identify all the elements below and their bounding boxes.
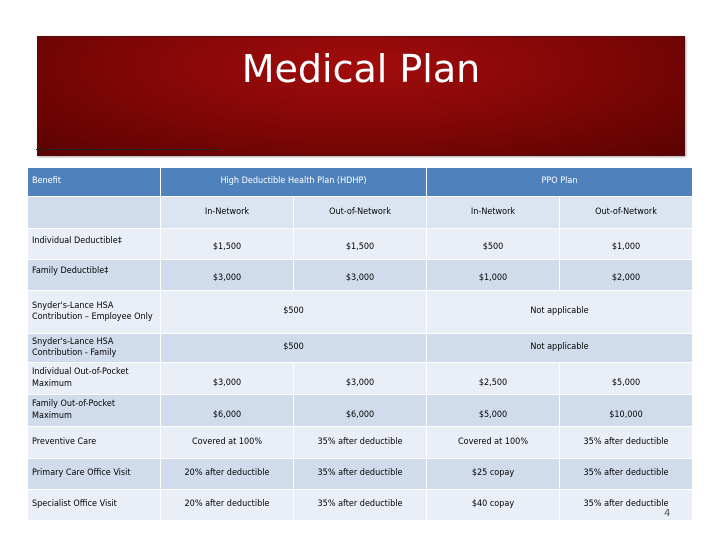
- cell-hdhp-in: $6,000: [161, 395, 294, 427]
- row-label: Specialist Office Visit: [28, 490, 161, 521]
- cell-ppo-in: $500: [427, 229, 560, 260]
- table-row: [28, 291, 693, 334]
- table-row: [28, 490, 693, 521]
- cell-hdhp-merged: $500: [161, 291, 427, 334]
- table-row: [28, 363, 693, 395]
- subheader-hdhp-in: In-Network: [161, 197, 294, 229]
- cell-hdhp-out: 35% after deductible: [294, 427, 427, 459]
- row-label: Individual Deductible‡: [28, 229, 161, 260]
- cell-ppo-in: $25 copay: [427, 459, 560, 490]
- cell-hdhp-out: $3,000: [294, 363, 427, 395]
- header-hdhp: High Deductible Health Plan (HDHP): [161, 168, 427, 197]
- subheader-ppo-in: In-Network: [427, 197, 560, 229]
- cell-hdhp-in: 20% after deductible: [161, 459, 294, 490]
- cell-ppo-merged: Not applicable: [427, 334, 693, 363]
- table-row: [28, 260, 693, 291]
- cell-ppo-out: $10,000: [560, 395, 693, 427]
- title-underline: [36, 149, 220, 150]
- page-number: 4: [664, 508, 671, 519]
- row-label: Snyder's-Lance HSA Contribution – Employee Only: [28, 291, 161, 334]
- cell-hdhp-out: $3,000: [294, 260, 427, 291]
- cell-hdhp-in: $1,500: [161, 229, 294, 260]
- cell-ppo-out: 35% after deductible: [560, 490, 693, 521]
- cell-ppo-out: 35% after deductible: [560, 459, 693, 490]
- cell-ppo-in: $2,500: [427, 363, 560, 395]
- cell-hdhp-out: 35% after deductible: [294, 459, 427, 490]
- row-label: Snyder's-Lance HSA Contribution - Family: [28, 334, 161, 363]
- table-subheader-row: [28, 197, 693, 229]
- row-label: Preventive Care: [28, 427, 161, 459]
- cell-hdhp-in: 20% after deductible: [161, 490, 294, 521]
- cell-hdhp-out: $1,500: [294, 229, 427, 260]
- cell-hdhp-out: 35% after deductible: [294, 490, 427, 521]
- slide-title: Medical Plan: [241, 47, 481, 91]
- subheader-blank: [28, 197, 161, 229]
- cell-ppo-out: $1,000: [560, 229, 693, 260]
- header-ppo: PPO Plan: [427, 168, 693, 197]
- table-row: [28, 334, 693, 363]
- cell-hdhp-in: Covered at 100%: [161, 427, 294, 459]
- cell-ppo-in: Covered at 100%: [427, 427, 560, 459]
- table-header-row: [28, 168, 693, 197]
- cell-hdhp-merged: $500: [161, 334, 427, 363]
- cell-ppo-out: $5,000: [560, 363, 693, 395]
- row-label: Individual Out-of-Pocket Maximum: [28, 363, 161, 395]
- cell-ppo-in: $40 copay: [427, 490, 560, 521]
- cell-hdhp-out: $6,000: [294, 395, 427, 427]
- subheader-hdhp-out: Out-of-Network: [294, 197, 427, 229]
- row-label: Primary Care Office Visit: [28, 459, 161, 490]
- title-banner: [37, 36, 685, 156]
- header-benefit: Benefit: [28, 168, 161, 197]
- cell-hdhp-in: $3,000: [161, 260, 294, 291]
- cell-ppo-out: $2,000: [560, 260, 693, 291]
- table-row: [28, 459, 693, 490]
- table-row: [28, 229, 693, 260]
- cell-hdhp-in: $3,000: [161, 363, 294, 395]
- medical-plan-table: [27, 167, 693, 521]
- cell-ppo-in: $5,000: [427, 395, 560, 427]
- table-row: [28, 395, 693, 427]
- row-label: Family Out-of-Pocket Maximum: [28, 395, 161, 427]
- row-label: Family Deductible‡: [28, 260, 161, 291]
- cell-ppo-out: 35% after deductible: [560, 427, 693, 459]
- cell-ppo-merged: Not applicable: [427, 291, 693, 334]
- cell-ppo-in: $1,000: [427, 260, 560, 291]
- subheader-ppo-out: Out-of-Network: [560, 197, 693, 229]
- table-row: [28, 427, 693, 459]
